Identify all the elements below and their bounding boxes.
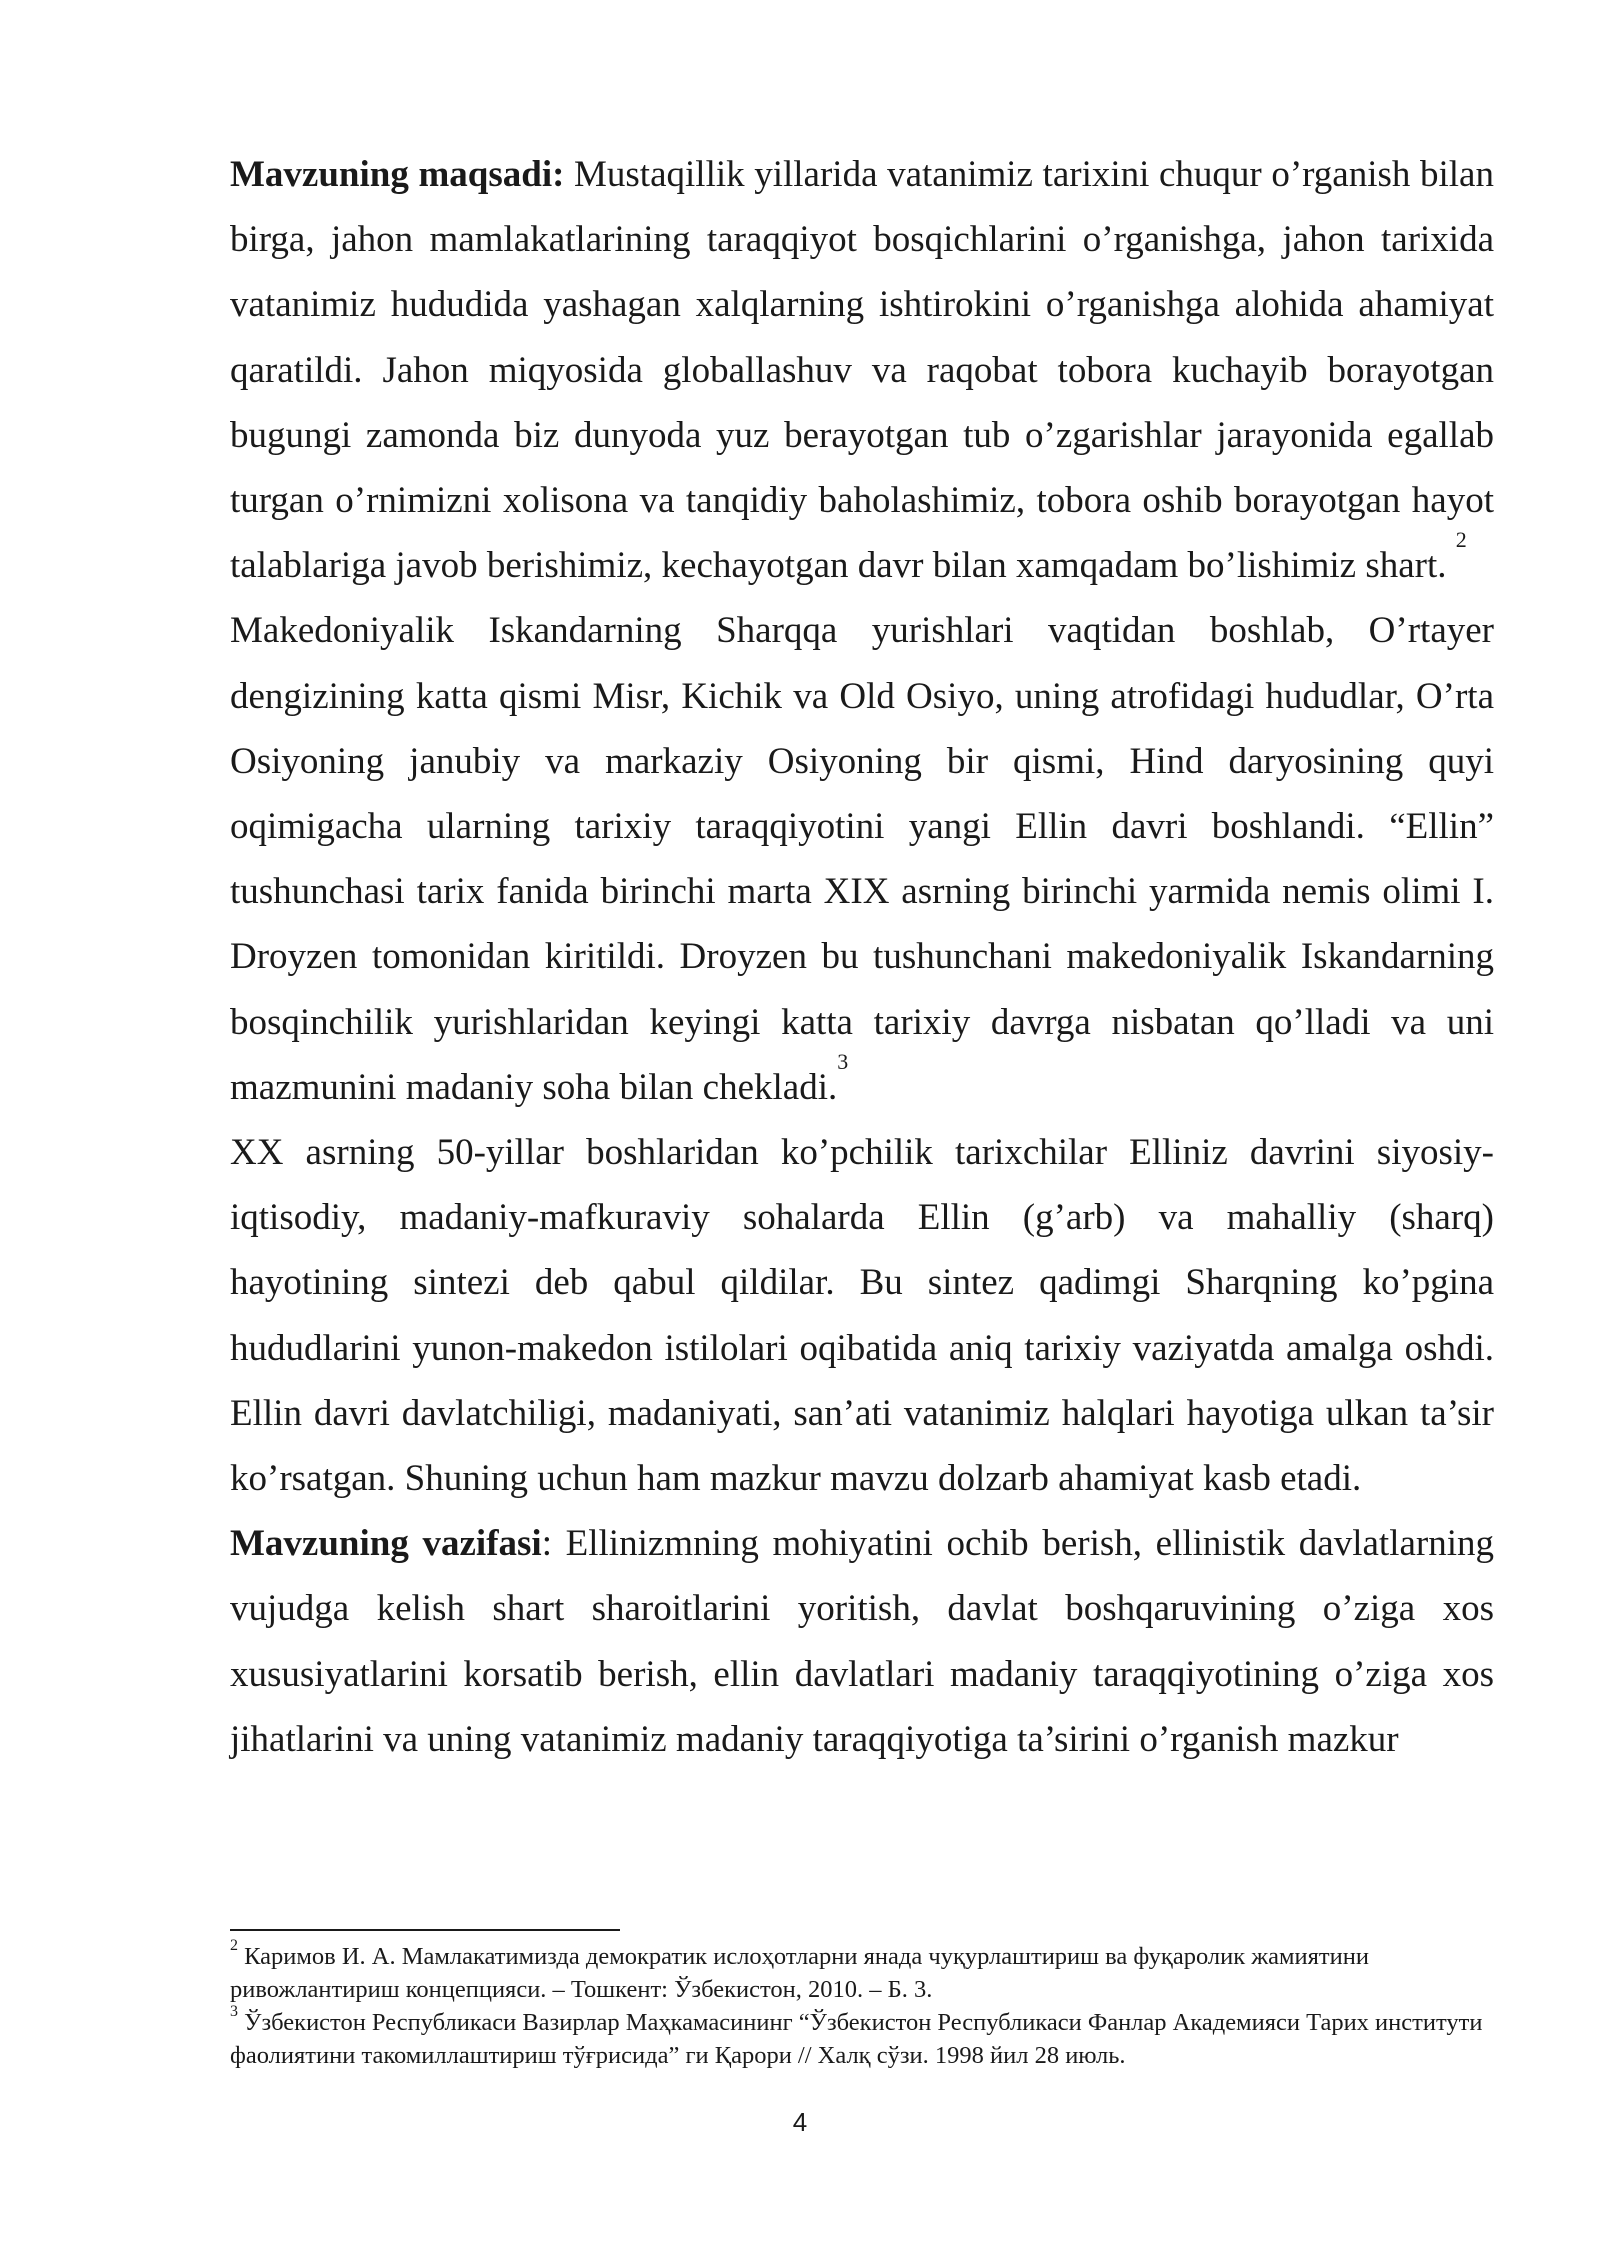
purpose-text: Mustaqillik yillarida vatanimiz tarixini chuqur o’rganish bilan birga, jahon mamlakatlarining taraqqiyot bosqichlarini o’rganishga, jahon tarixida vatanimiz hududida yashagan xalqlarning ishtirokini o’rganishga alohida ahamiyat qaratildi. Jahon miqyosida globallashuv va raqobat tobora kuchayib borayotgan bugungi zamonda biz dunyoda yuz berayotgan tub o’zgarishlar jarayonida egallab turgan o’rnimizni xolisona va tanqidiy baholashimiz, tobora oshib borayotgan hayot talablariga javob berishimiz, kechayotgan davr bilan xamqadam bo’lishimiz shart.	[230, 154, 1494, 587]
purpose-label: Mavzuning maqsadi:	[230, 154, 565, 195]
body-text	[230, 142, 1494, 1772]
footnotes	[230, 1937, 1494, 2072]
footnote-3	[230, 2003, 1494, 2072]
footnote-text: Каримов И. А. Мамлакатимизда демократик ислоҳотларни янада чуқурлаштириш ва фуқаролик жамиятини ривожлантириш концепцияси. – Тошкент: Ўзбекистон, 2010. – Б. 3.	[230, 1943, 1369, 2003]
synthesis-text: XX asrning 50-yillar boshlaridan ko’pchilik tarixchilar Elliniz davrini siyosiy-iqtisodiy, madaniy-mafkuraviy sohalarda Ellin (g’arb) va mahalliy (sharq) hayotining sintezi deb qabul qildilar. Bu sintez qadimgi Sharqning ko’pgina hududlarini yunon-makedon istilolari oqibatida aniq tarixiy vaziyatda amalga oshdi. Ellin davri davlatchiligi, madaniyati, san’ati vatanimiz halqlari hayotiga ulkan ta’sir ko’rsatgan. Shuning uchun ham mazkur mavzu dolzarb ahamiyat kasb etadi.	[230, 1132, 1494, 1500]
footnote-text: Ўзбекистон Республикаси Вазирлар Маҳкамасининг “Ўзбекистон Республикаси Фанлар Академияси Тарих институти фаолиятини такомиллаштириш тўғрисида” ги Қарори // Халқ сўзи. 1998 йил 28 июль.	[230, 2009, 1483, 2069]
footnote-2	[230, 1937, 1494, 2006]
tasks-label: Mavzuning vazifasi	[230, 1523, 542, 1565]
page-number: 4	[792, 2107, 808, 2137]
hellenistic-era-text: Makedoniyalik Iskandarning Sharqqa yurishlari vaqtidan boshlab, O’rtayer dengizining katta qismi Misr, Kichik va Old Osiyo, uning atrofidagi hududlar, O’rta Osiyoning janubiy va markaziy Osiyoning bir qismi, Hind daryosining quyi oqimigacha ularning tarixiy taraqqiyotini yangi Ellin davri boshlandi. “Ellin” tushunchasi tarix fanida birinchi marta XIX asrning birinchi yarmida nemis olimi I. Droyzen tomonidan kiritildi. Droyzen bu tushunchani makedoniyalik Iskandarning bosqinchilik yurishlaridan keyingi katta tarixiy davrga nisbatan qo’lladi va uni mazmunini madaniy soha bilan chekladi.	[230, 610, 1494, 1108]
footnote-number: 2	[230, 1937, 238, 1954]
paragraph-hellenistic-era	[230, 598, 1494, 1120]
footnote-number: 3	[230, 2003, 238, 2020]
tasks-text: : Ellinizmning mohiyatini ochib berish, ellinistik davlatlarning vujudga kelish shart sharoitlarini yoritish, davlat boshqaruvining o’ziga xos xususiyatlarini korsatib berish, ellin davlatlari madaniy taraqqiyotining o’ziga xos jihatlarini va uning vatanimiz madaniy taraqqiyotiga ta’sirini o’rganish mazkur	[230, 1523, 1495, 1760]
paragraph-synthesis	[230, 1120, 1494, 1511]
footnote-separator	[230, 1929, 620, 1931]
footnote-ref-2[interactable]: 2	[1455, 527, 1467, 553]
paragraph-tasks	[230, 1511, 1494, 1772]
paragraph-purpose	[230, 142, 1494, 598]
footnote-ref-3[interactable]: 3	[837, 1048, 849, 1074]
